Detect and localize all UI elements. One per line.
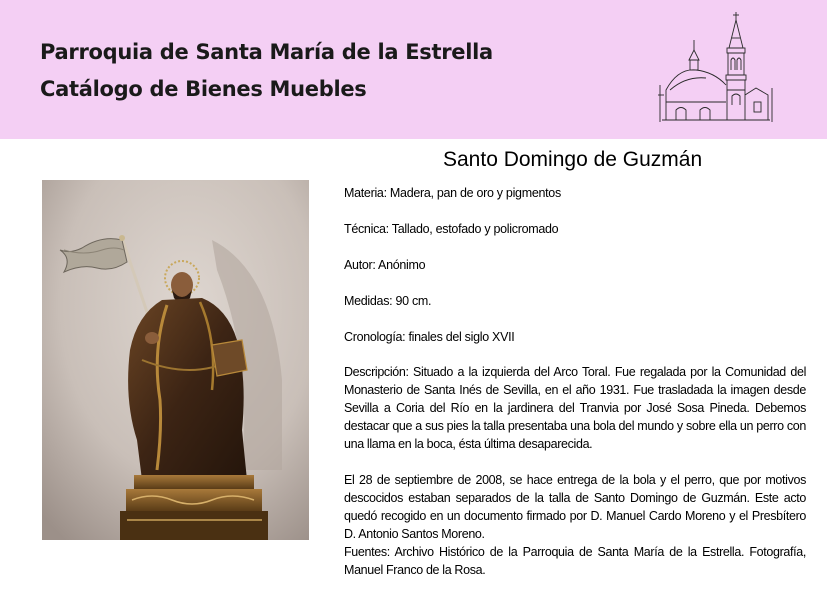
item-title: Santo Domingo de Guzmán — [443, 148, 703, 171]
descripcion-paragraph: Descripción: Situado a la izquierda del Arco Toral. Fue regalada por la Comunidad del Monasterio de Santa Inés de Sevilla, en el año 1931. Fue trasladada la imagen desde Sevilla a Coria del Río en la jardinera del Tranvia por José Sosa Pineda. Debemos destacar que a sus pies la talla presentaba una bola del mundo y sobre ella un perro con una llama en la boca, ésta última desaparecida. — [344, 365, 806, 451]
header-banner — [0, 0, 827, 139]
catalog-title: Catálogo de Bienes Muebles — [40, 77, 367, 101]
autor-field: Autor: Anónimo — [344, 258, 426, 272]
medidas-field: Medidas: 90 cm. — [344, 294, 432, 308]
statue-photo — [42, 180, 309, 540]
materia-field: Materia: Madera, pan de oro y pigmentos — [344, 186, 561, 200]
church-sketch-icon — [656, 10, 776, 130]
parish-title: Parroquia de Santa María de la Estrella — [40, 40, 493, 64]
nota-paragraph: El 28 de septiembre de 2008, se hace entrega de la bola y el perro, que por motivos descocidos estaban separados de la talla de Santo Domingo de Guzmán. Este acto quedó recogido en un documento firmado por D. Manuel Cardo Moreno y el Presbítero D. Antonio Santos Moreno. — [344, 473, 806, 541]
cronologia-field: Cronología: finales del siglo XVII — [344, 330, 515, 344]
tecnica-field: Técnica: Tallado, estofado y policromado — [344, 222, 559, 236]
fuentes-paragraph: Fuentes: Archivo Histórico de la Parroquia de Santa María de la Estrella. Fotografía, Manuel Franco de la Rosa. — [344, 545, 806, 577]
